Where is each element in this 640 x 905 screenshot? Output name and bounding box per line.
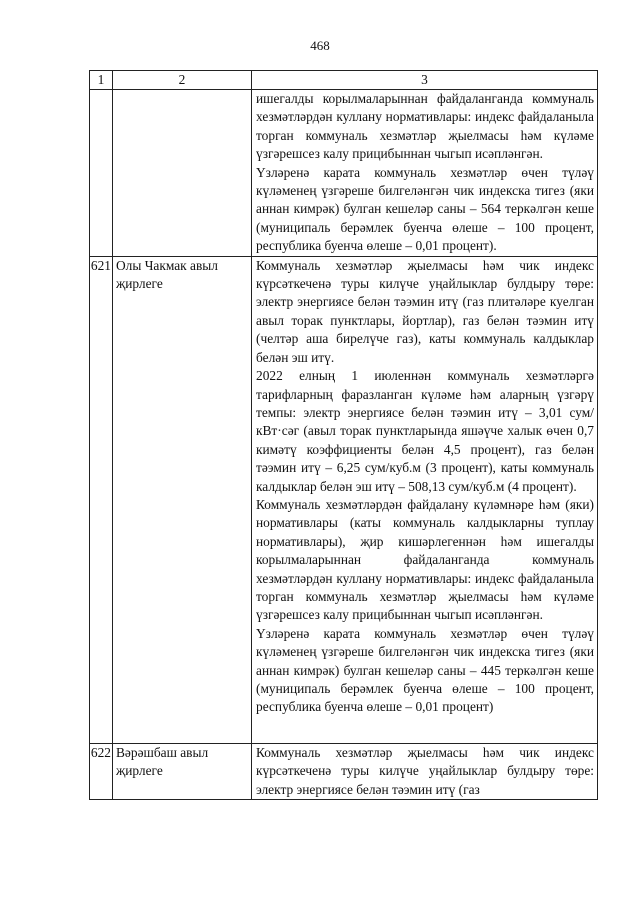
content-paragraph: Коммуналь хезмәтләр җыелмасы һәм чик индекс күрсәткеченә туры килүче уңайлыклар булдыру төре: электр энергиясе белән тәэмин итү (газ плитәләре куелган авыл торак пунктлары, йортлар), газ белән тәэмин итү (челтәр аша бирелүче газ), каты коммуналь калдыклар белән эш итү. [256, 257, 594, 365]
row-spacer [256, 717, 594, 743]
settlement-name: Вәрәшбаш авыл җирлеге [113, 743, 252, 799]
table-row [90, 743, 598, 799]
row-content [252, 256, 598, 743]
content-paragraph: 2022 елның 1 июленнән коммуналь хезмәтләргә тарифларның фаразланган күләме һәм аларның үзгәрү темпы: электр энергиясе белән тәэмин итү – 3,01 сум/кВт·сәг (авыл торак пунктларында яшәүче халык өчен 0,7 кимәтү коэффициенты белән 4,5 процент), газ белән тәэмин итү – 6,25 сум/куб.м (3 процент), каты коммуналь калдыклар белән эш итү – 508,13 сум/куб.м (4 процент). [256, 368, 594, 494]
row-number: 622 [90, 743, 113, 799]
column-header-2: 2 [113, 71, 252, 90]
column-header-1: 1 [90, 71, 113, 90]
document-table [89, 70, 598, 800]
settlement-name: Олы Чакмак авыл җирлеге [113, 256, 252, 743]
column-header-3: 3 [252, 71, 598, 90]
table-row [90, 256, 598, 743]
row-number [90, 90, 113, 257]
content-paragraph: Үзләренә карата коммуналь хезмәтләр өчен түләү күләменең үзгәреше билгеләнгән чик индекска тигез (яки аннан кимрәк) булган кешеләр саны – 445 теркәлгән кеше (муниципаль берәмлек буенча өлеше – 100 процент, республика буенча өлеше – 0,01 процент) [256, 625, 594, 715]
content-paragraph: Үзләренә карата коммуналь хезмәтләр өчен түләү күләменең үзгәреше билгеләнгән чик индекска тигез (яки аннан кимрәк) булган кешеләр саны – 564 теркәлгән кеше (муниципаль берәмлек буенча өлеше – 100 процент, республика буенча өлеше – 0,01 процент). [256, 164, 594, 254]
row-number: 621 [90, 256, 113, 743]
content-paragraph: Коммуналь хезмәтләрдән файдалану күләмнәре һәм (яки) нормативлары (каты коммуналь калдыкларны туплау нормативлары), җир кишәрлегеннән һәм ишегалды корылмаларыннан файдаланганда коммуналь хезмәтләрдән куллану нормативлары: индекс файдаланыла торган коммуналь хезмәтләр җыелмасы һәм күләме үзгәрешсез калу прицибыннан чыгып исәпләнгән. [256, 496, 594, 623]
content-paragraph: ишегалды корылмаларыннан файдаланганда коммуналь хезмәтләрдән куллану нормативлары: индекс файдаланыла торган коммуналь хезмәтләр җыелмасы һәм күләме үзгәрешсез калу прицибыннан чыгып исәпләнгән. [256, 91, 594, 162]
settlement-name [113, 90, 252, 257]
page-number: 468 [310, 38, 330, 53]
table-header-row [90, 71, 598, 90]
row-content [252, 90, 598, 257]
content-paragraph: Коммуналь хезмәтләр җыелмасы һәм чик индекс күрсәткеченә туры килүче уңайлыклар булдыру төре: электр энергиясе белән тәэмин итү (газ [256, 744, 594, 797]
row-content [252, 743, 598, 799]
table-row [90, 90, 598, 257]
